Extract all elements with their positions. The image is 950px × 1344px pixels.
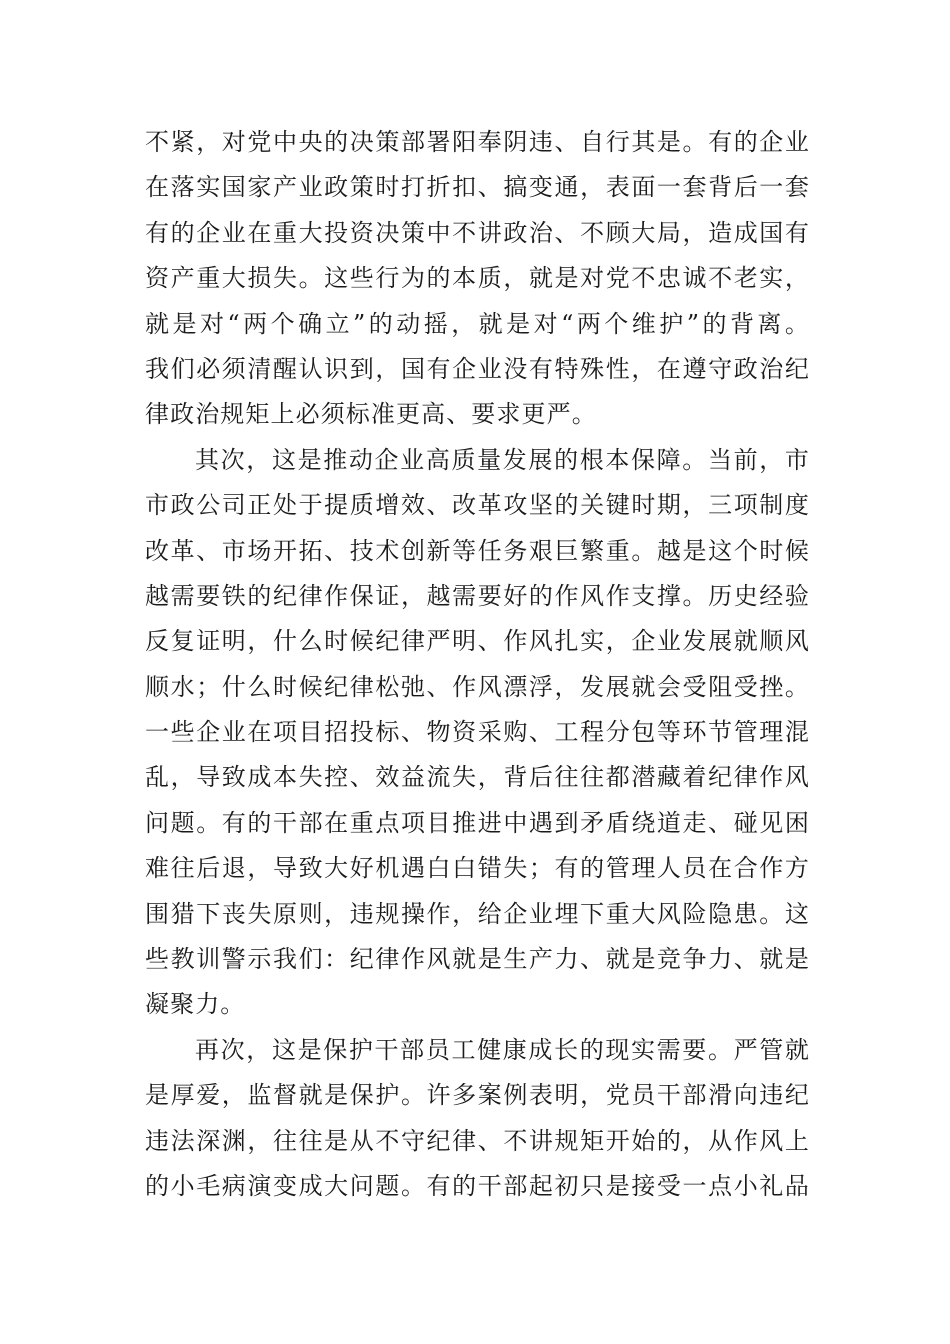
text-line: 问题。有的干部在重点项目推进中遇到矛盾绕道走、碰见困 bbox=[145, 808, 810, 837]
text-line: 改革、市场开拓、技术创新等任务艰巨繁重。越是这个时候 bbox=[145, 536, 810, 565]
text-line: 不紧，对党中央的决策部署阳奉阴违、自行其是。有的企业 bbox=[145, 128, 810, 156]
paragraph-start-line: 其次，这是推动企业高质量发展的根本保障。当前，市 bbox=[195, 445, 810, 474]
body-text bbox=[145, 120, 810, 1209]
text-line: 在落实国家产业政策时打折扣、搞变通，表面一套背后一套 bbox=[145, 173, 810, 202]
text-line: 资产重大损失。这些行为的本质，就是对党不忠诚不老实， bbox=[145, 264, 810, 293]
text-line: 我们必须清醒认识到，国有企业没有特殊性，在遵守政治纪 bbox=[145, 354, 810, 383]
text-line: 些教训警示我们：纪律作风就是生产力、就是竞争力、就是 bbox=[145, 945, 810, 974]
text-line: 违法深渊，往往是从不守纪律、不讲规矩开始的，从作风上 bbox=[145, 1126, 810, 1155]
text-line: 越需要铁的纪律作保证，越需要好的作风作支撑。历史经验 bbox=[145, 581, 810, 610]
text-line: 难往后退，导致大好机遇白白错失；有的管理人员在合作方 bbox=[145, 854, 810, 883]
paragraph-start-line: 再次，这是保护干部员工健康成长的现实需要。严管就 bbox=[195, 1035, 810, 1064]
text-line: 的小毛病演变成大问题。有的干部起初只是接受一点小礼品 bbox=[145, 1171, 810, 1200]
text-line: 顺水；什么时候纪律松弛、作风漂浮，发展就会受阻受挫。 bbox=[145, 672, 810, 701]
text-line: 就是对“两个确立”的动摇，就是对“两个维护”的背离。 bbox=[145, 309, 810, 338]
text-line: 是厚爱，监督就是保护。许多案例表明，党员干部滑向违纪 bbox=[145, 1081, 810, 1110]
text-line: 乱，导致成本失控、效益流失，背后往往都潜藏着纪律作风 bbox=[145, 763, 810, 792]
text-line: 律政治规矩上必须标准更高、要求更严。 bbox=[145, 400, 597, 429]
text-line: 有的企业在重大投资决策中不讲政治、不顾大局，造成国有 bbox=[145, 218, 810, 247]
text-line: 一些企业在项目招投标、物资采购、工程分包等环节管理混 bbox=[145, 718, 810, 747]
text-line: 凝聚力。 bbox=[145, 990, 246, 1019]
text-line: 反复证明，什么时候纪律严明、作风扎实，企业发展就顺风 bbox=[145, 627, 810, 656]
text-line: 市政公司正处于提质增效、改革攻坚的关键时期，三项制度 bbox=[145, 491, 810, 520]
text-line: 围猎下丧失原则，违规操作，给企业埋下重大风险隐患。这 bbox=[145, 899, 810, 928]
